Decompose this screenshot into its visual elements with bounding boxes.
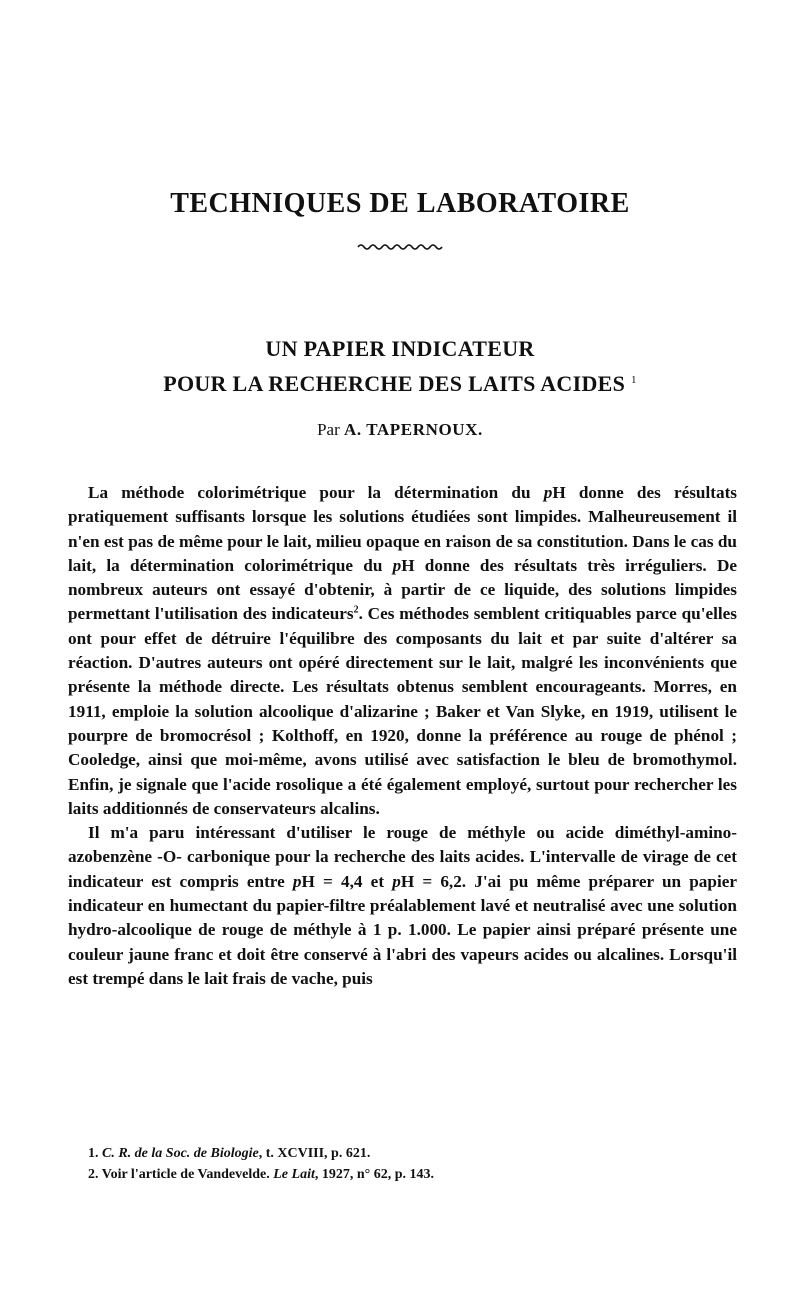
- p1-text-a: La méthode colorimétrique pour la détermination du: [88, 483, 544, 502]
- footnote-2-text: Voir l'article de Vandevelde.: [101, 1167, 274, 1182]
- paragraph-1: [68, 481, 737, 821]
- author-name: A. TAPERNOUX.: [343, 420, 483, 439]
- p2-ph-italic-2: p: [392, 871, 401, 891]
- footnote-1-reference: C. R. de la Soc. de Biologie: [102, 1146, 259, 1161]
- article-title-line-1: UN PAPIER INDICATEUR: [265, 336, 535, 361]
- p1-text-d: . Ces méthodes semblent critiquables parce qu'elles ont pour effet de détruire l'équilibre des composants du lait et par suite d'altérer sa réaction. D'autres auteurs ont opéré directement sur le lait, malgré les inconvénients que présente la méthode directe. Les résultats obtenus semblent encourageants. Morres, en 1911, emploie la solution alcoolique d'alizarine ; Baker et Van Slyke, en 1919, utilisent le pourpre de bromocrésol ; Kolthoff, en 1920, donne la préférence au rouge de phénol ; Cooledge, ainsi que moi-même, avons utilisé avec satisfaction le bleu de bromothymol. Enfin, je signale que l'acide rosolique a été également employé, surtout pour rechercher les laits additionnés de conservateurs alcalins.: [68, 604, 737, 818]
- article-body: [68, 481, 737, 991]
- footnote-2-journal: Le Lait: [273, 1167, 315, 1182]
- footnote-1-number: 1.: [88, 1146, 99, 1161]
- article-title-line-2-text: POUR LA RECHERCHE DES LAITS ACIDES: [163, 371, 626, 396]
- footnote-1: [88, 1143, 728, 1164]
- footnotes: [88, 1143, 728, 1185]
- paragraph-2: [68, 821, 737, 991]
- p1-text-b: H donne des résultats pratiquement suffisants lorsque les solutions étudiées sont limpides. Malheureusement il n'en est pas de même pour le lait, milieu opaque en raison de sa constitution. Dans le cas du lait, la détermination colorimétrique du: [68, 483, 738, 575]
- article-title-line-2: [0, 371, 800, 397]
- author-prefix: Par: [317, 420, 340, 439]
- section-title: TECHNIQUES DE LABORATOIRE: [170, 188, 630, 219]
- footnote-2-number: 2.: [88, 1167, 99, 1182]
- p1-ph-italic-1: p: [543, 483, 553, 502]
- p2-text-a: Il m'a paru intéressant d'utiliser le rouge de méthyle ou acide diméthyl-amino-azobenzène -O- carbonique pour la recherche des laits acides. L'intervalle de virage de cet indicateur est compris entre: [68, 823, 737, 891]
- footnote-2: [88, 1164, 728, 1185]
- footnote-2-details: , 1927, n° 62, p. 143.: [314, 1167, 435, 1182]
- p1-text-c: H donne des résultats très irréguliers. De nombreux auteurs ont essayé d'obtenir, à partir de ce liquide, des solutions limpides permettant l'utilisation des indicateurs: [68, 555, 737, 624]
- title-footnote-mark: 1: [630, 374, 637, 386]
- author-byline: [0, 420, 800, 440]
- p2-text-c: H = 6,2. J'ai pu même préparer un papier indicateur en humectant du papier-filtre préalablement lavé et neutralisé avec une solution hydro-alcoolique de rouge de méthyle à 1 p. 1.000. Le papier ainsi préparé présente une couleur jaune franc et doit être conservé à l'abri des vapeurs acides ou alcalines. Lorsqu'il est trempé dans le lait frais de vache, puis: [68, 871, 737, 988]
- p2-text-b: H = 4,4 et: [301, 871, 393, 891]
- footnote-1-details: , t. XCVIII, p. 621.: [258, 1146, 371, 1161]
- p2-ph-italic-1: p: [292, 871, 302, 891]
- p1-ph-italic-2: p: [392, 555, 402, 575]
- wavy-ornament: [356, 242, 444, 252]
- footnote-mark-2: 2: [353, 604, 359, 616]
